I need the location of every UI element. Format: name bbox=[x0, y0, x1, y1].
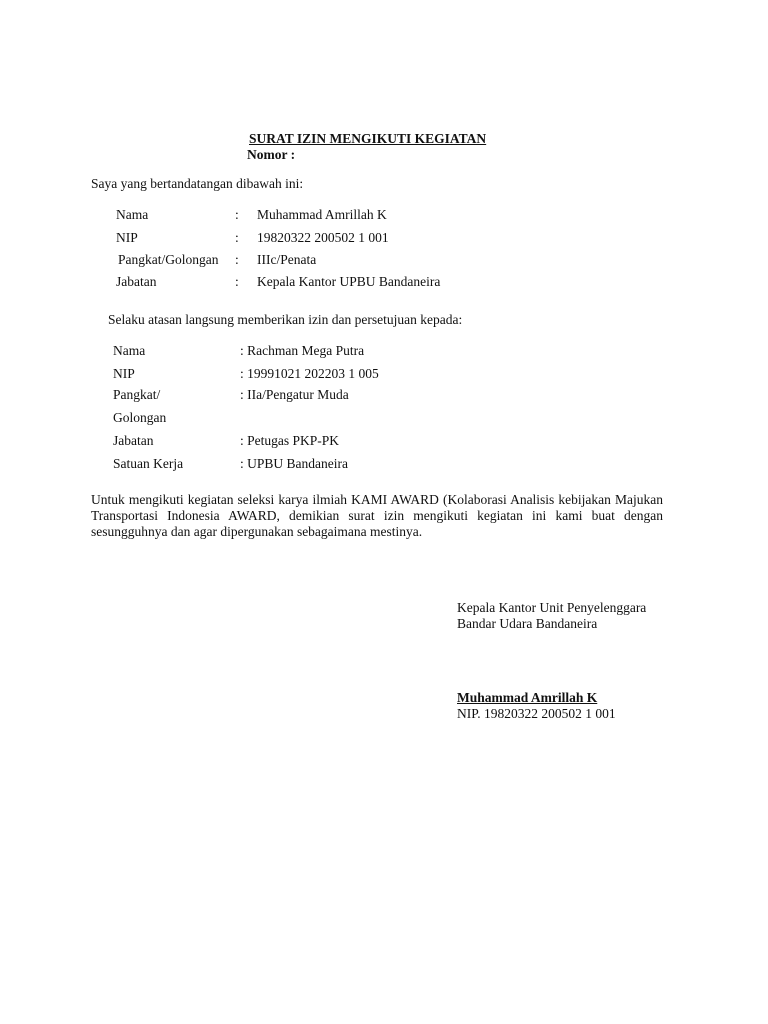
signer-label: Jabatan bbox=[116, 274, 157, 289]
subject-value: : Petugas PKP-PK bbox=[240, 433, 340, 448]
subject-row-pangkat bbox=[0, 387, 768, 403]
signer-colon: : bbox=[235, 230, 239, 245]
consent-text: Selaku atasan langsung memberikan izin dan persetujuan kepada: bbox=[108, 312, 463, 327]
subject-label: Jabatan bbox=[113, 433, 154, 448]
subject-row-jabatan bbox=[0, 433, 768, 449]
subject-row-nama bbox=[0, 343, 768, 359]
signer-row-nip bbox=[0, 230, 768, 246]
subject-value: : IIa/Pengatur Muda bbox=[240, 387, 349, 402]
signer-position-line1: Kepala Kantor Unit Penyelenggara bbox=[457, 600, 647, 615]
subject-label: Golongan bbox=[113, 410, 167, 425]
subject-value: : Rachman Mega Putra bbox=[240, 343, 365, 358]
subject-row-golongan bbox=[0, 410, 768, 426]
signer-value: Kepala Kantor UPBU Bandaneira bbox=[257, 274, 441, 289]
signer-label: Pangkat/Golongan bbox=[118, 252, 219, 267]
signer-colon: : bbox=[235, 252, 239, 267]
signer-colon: : bbox=[235, 274, 239, 289]
signer-position-line2: Bandar Udara Bandaneira bbox=[457, 616, 598, 631]
subject-label: Pangkat/ bbox=[113, 387, 161, 402]
body-paragraph: Untuk mengikuti kegiatan seleksi karya ilmiah KAMI AWARD (Kolaborasi Analisis kebijakan Majukan Transportasi Indonesia AWARD, demikian surat izin mengikuti kegiatan ini kami buat dengan sesungguhnya dan agar dipergunakan sebagaimana mestinya. bbox=[91, 492, 663, 539]
signer-row-nama bbox=[0, 207, 768, 223]
signer-label: Nama bbox=[116, 207, 149, 222]
signer-label: NIP bbox=[116, 230, 138, 245]
subject-value: : UPBU Bandaneira bbox=[240, 456, 348, 471]
subject-row-nip bbox=[0, 366, 768, 382]
subject-row-satuan-kerja bbox=[0, 456, 768, 472]
signer-value: Muhammad Amrillah K bbox=[257, 207, 387, 222]
subject-label: Satuan Kerja bbox=[113, 456, 184, 471]
intro-text: Saya yang bertandatangan dibawah ini: bbox=[91, 176, 304, 191]
signer-row-jabatan bbox=[0, 274, 768, 290]
signer-name: Muhammad Amrillah K bbox=[457, 690, 598, 705]
signer-value: IIIc/Penata bbox=[257, 252, 317, 267]
letter-number-label: Nomor : bbox=[247, 147, 296, 162]
signer-nip: NIP. 19820322 200502 1 001 bbox=[457, 706, 616, 721]
signer-value: 19820322 200502 1 001 bbox=[257, 230, 389, 245]
signer-colon: : bbox=[235, 207, 239, 222]
signer-row-pangkat bbox=[0, 252, 768, 268]
letter-title: SURAT IZIN MENGIKUTI KEGIATAN bbox=[249, 131, 487, 146]
subject-label: Nama bbox=[113, 343, 146, 358]
subject-value: : 19991021 202203 1 005 bbox=[240, 366, 379, 381]
subject-label: NIP bbox=[113, 366, 135, 381]
